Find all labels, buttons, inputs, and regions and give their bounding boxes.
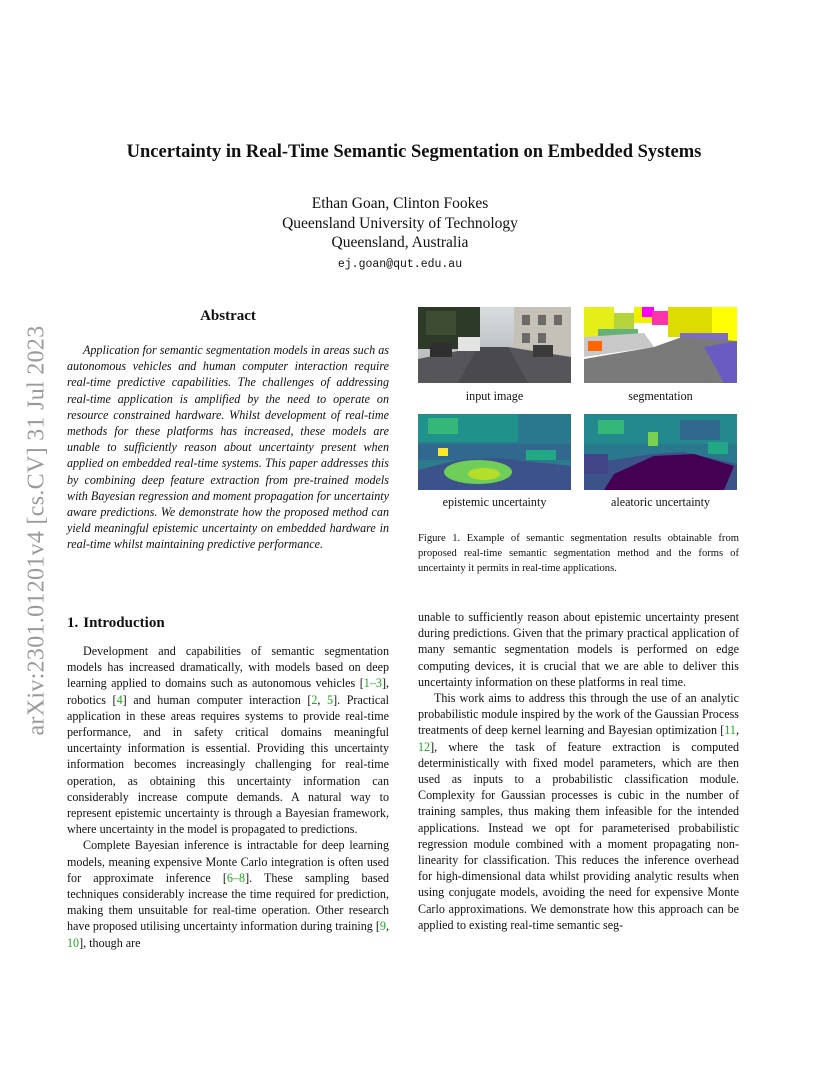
intro-paragraph-4: This work aims to address this through the use of an analytic probabilistic module inspired by the work of the Gaussian Process treatments of deep kernel learning and Bayesian optimization [11, 12], where the task of feature extraction is computed deterministically with fixed model parameters, which are then used as inputs to a probabilistic classification module. Complexity for Gaussian processes is cubic in the number of training samples, thus making them infeasible for the intended applications. Instead we opt for parameterised probabilistic regression module combined with a moment propagating non-linearity for classification. This reduces the inference overhead for high-dimensional data whilst providing analytic results when using conjugate models, avoiding the need for expensive Monte Carlo approximations. We demonstrate how this approach can be applied to existing real-time semantic seg- xyxy=(418,691,739,932)
citation-link[interactable]: 11 xyxy=(724,723,736,738)
citation-link[interactable]: 9 xyxy=(379,919,386,934)
figure-label-aleatoric: aleatoric uncertainty xyxy=(610,495,711,509)
citation-link[interactable]: 10 xyxy=(67,935,80,950)
segmentation-image xyxy=(584,307,737,383)
citation-link[interactable]: 5 xyxy=(327,692,334,707)
arxiv-stamp xyxy=(20,300,54,760)
intro-paragraph-1: Development and capabilities of semantic segmentation models has increased dramatically, with models based on deep learning applied to domains such as autonomous vehicles [1–3], robotics [4] and human computer interaction [2, 5]. Practical application in these areas requires systems to provide real-time performance, and in safety critical domains meaningful uncertainty information is essential. Providing this uncertainty information becomes increasingly challenging for real-time operation, as obtaining this uncertainty information can considerably increase compute demands. A natural way to represent epistemic uncertainty is through a Bayesian framework, where uncertainty in the model is propagated to predictions. xyxy=(67,644,389,837)
intro-paragraph-2: Complete Bayesian inference is intractable for deep learning models, meaning expensive Monte Carlo integration is often used for approximate inference [6–8]. These sampling based techniques considerably increase the time required for prediction, making them unsuitable for real-time operation. Other research have proposed utilising uncertainty information during training [9, 10], though are xyxy=(67,838,390,950)
paper-title: Uncertainty in Real-Time Semantic Segmentation on Embedded Systems xyxy=(126,142,702,162)
input-image xyxy=(418,307,571,383)
citation-link[interactable]: 4 xyxy=(116,692,123,707)
citation-link[interactable]: 1–3 xyxy=(363,676,382,691)
author-block xyxy=(200,194,600,274)
figure-label-segmentation: segmentation xyxy=(628,389,693,403)
figure-1 xyxy=(418,307,739,512)
abstract-heading: Abstract xyxy=(200,308,256,324)
section-title: Introduction xyxy=(83,615,165,631)
abstract-text: Application for semantic segmentation models in areas such as autonomous vehicles and human computer interaction require real-time predictive capabilities. The challenges of addressing real-time application is amplified by the need to operate on resource constrained hardware. Whilst development of real-time methods for these platforms has increased, these models are unable to sufficiently reason about uncertainty present when applied on embedded real-time systems. This paper addresses this by combining deep feature extraction from pre-trained models with Bayesian regression and moment propagation for uncertainty aware predictions. We demonstrate how the proposed method can yield meaningful epistemic uncertainty on embedded hardware in real-time whilst maintaining predictive performance. xyxy=(67,343,389,552)
author-affiliation: Queensland University of Technology xyxy=(282,214,518,232)
author-location: Queensland, Australia xyxy=(331,234,469,251)
introduction-left-column xyxy=(67,643,389,951)
introduction-right-column xyxy=(418,609,739,933)
section-heading-introduction xyxy=(67,615,389,632)
epistemic-uncertainty-image xyxy=(418,414,571,490)
figure-label-epistemic: epistemic uncertainty xyxy=(442,495,547,509)
author-names: Ethan Goan, Clinton Fookes xyxy=(311,195,489,212)
author-email[interactable]: ej.goan@qut.edu.au xyxy=(337,257,463,271)
section-number: 1. xyxy=(67,615,79,631)
citation-link[interactable]: 2 xyxy=(311,692,318,707)
aleatoric-uncertainty-image xyxy=(584,414,737,490)
intro-paragraph-3: unable to sufficiently reason about epistemic uncertainty present during predictions. Given that the primary practical application of many semantic segmentation models is performed on edge computing devices, it is crucial that we are able to deliver this uncertainty information on these platforms in real time. xyxy=(418,610,739,689)
citation-link[interactable]: 6–8 xyxy=(226,870,246,885)
figure-label-input: input image xyxy=(465,389,524,403)
figure-caption: Figure 1. Example of semantic segmentation results obtainable from proposed real-time semantic segmentation method and the forms of uncertainty it permits in real-time applications. xyxy=(418,533,739,575)
citation-link[interactable]: 12 xyxy=(418,739,431,754)
arxiv-stamp-text: arXiv:2301.01201v4 [cs.CV] 31 Jul 2023 xyxy=(23,324,50,736)
